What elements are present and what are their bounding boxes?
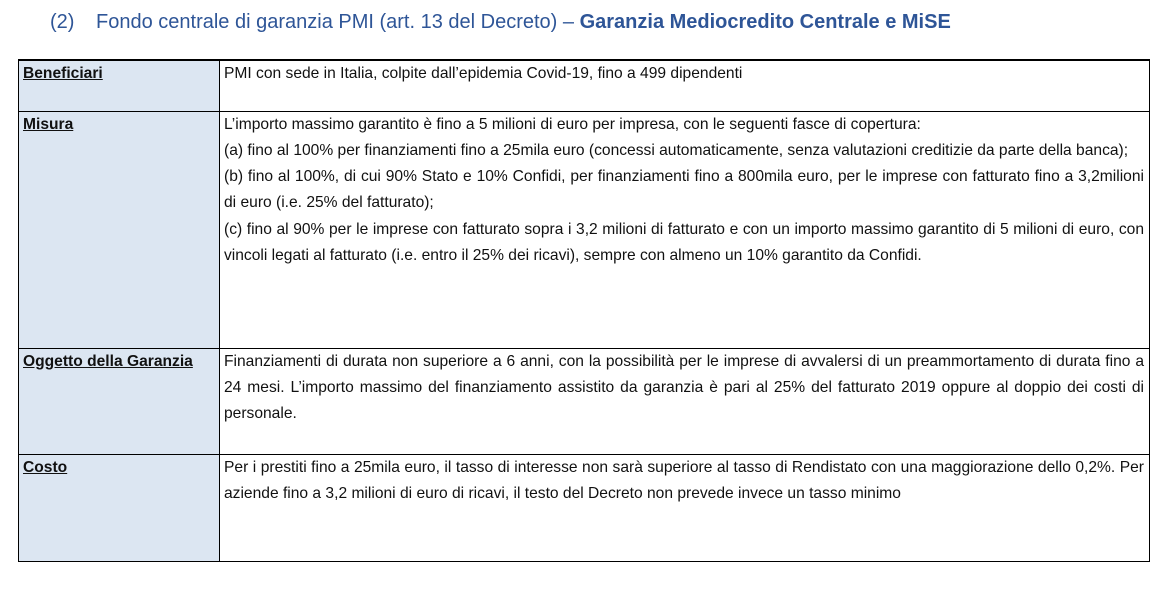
content-line: L’importo massimo garantito è fino a 5 milioni di euro per impresa, con le seguenti fasce di copertura: [224, 115, 921, 133]
content-line: PMI con sede in Italia, colpite dall’epidemia Covid-19, fino a 499 dipendenti [224, 65, 743, 82]
row-label: Beneficiari [19, 60, 220, 111]
row-content [220, 454, 1150, 561]
table-row-costo [19, 454, 1150, 561]
row-content [220, 111, 1150, 348]
row-label: Costo [19, 454, 220, 561]
table-row-beneficiari [19, 60, 1150, 111]
content-line: (c) fino al 90% per le imprese con fatturato sopra i 3,2 milioni di fatturato e con un importo massimo garantito di 5 milioni di euro, con vincoli legati al fatturato (i.e. entro il 25% dei ricavi), sempre con almeno un 10% garantito da Confidi. [224, 220, 1144, 264]
content-line: Finanziamenti di durata non superiore a 6 anni, con la possibilità per le imprese di avvalersi di un preammortamento di durata fino a 24 mesi. L’importo massimo del finanziamento assistito da garanzia è pari al 25% del fatturato 2019 oppure al doppio dei costi di personale. [224, 352, 1144, 423]
title-emphasis: Garanzia Mediocredito Centrale e MiSE [579, 11, 951, 33]
page-title [50, 8, 951, 36]
content-line: Per i prestiti fino a 25mila euro, il tasso di interesse non sarà superiore al tasso di Rendistato con una maggiorazione dello 0,2%. Per aziende fino a 3,2 milioni di euro di ricavi, il testo del Decreto non prevede invece un tasso minimo [224, 458, 1144, 502]
row-label: Oggetto della Garanzia [19, 348, 220, 454]
table-row-misura [19, 111, 1150, 348]
row-content [220, 60, 1150, 111]
table-row-oggetto [19, 348, 1150, 454]
row-label: Misura [19, 111, 220, 348]
title-text: Fondo centrale di garanzia PMI (art. 13 del Decreto) – [96, 11, 580, 33]
guarantee-table [18, 59, 1150, 562]
section-number: (2) [50, 11, 75, 33]
row-content [220, 348, 1150, 454]
content-line: (b) fino al 100%, di cui 90% Stato e 10% Confidi, per finanziamenti fino a 800mila euro, per le imprese con fatturato fino a 3,2milioni di euro (i.e. 25% del fatturato); [224, 168, 1144, 212]
content-line: (a) fino al 100% per finanziamenti fino a 25mila euro (concessi automaticamente, senza valutazioni creditizie da parte della banca); [224, 141, 1129, 159]
